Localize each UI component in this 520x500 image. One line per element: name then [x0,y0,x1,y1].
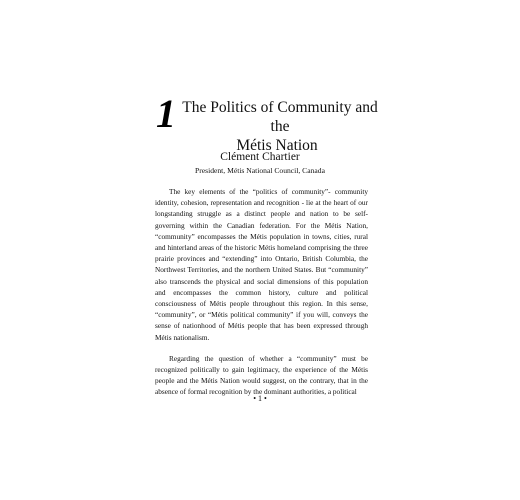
author-name: Clément Chartier [220,151,300,163]
chapter-title-line-1: The Politics of Community and the [182,99,378,135]
page-number: • 1 • [253,394,267,403]
paragraph-1: The key elements of the “politics of community”- community identity, cohesion, representation and recognition - lie at the heart of our longstanding struggle as a distinct people and nation to be self-governing within the Canadian federation. For the Métis Nation, “community” encompasses the Métis population in towns, cities, rural and hinterland areas of the historic Métis homeland comprising the three prairie provinces and “extending” into Ontario, British Columbia, the Northwest Territories, and the northern United States. But “community” also transcends the physical and social dimensions of this population and encompasses the common history, culture and political consciousness of Métis people throughout this region. In this sense, “community”, or “Métis political community” if you will, conveys the sense of nationhood of Métis people that has been expressed through Métis nationalism. [155,187,368,342]
author-affiliation: President, Métis National Council, Canada [195,166,325,175]
chapter-number: 1 [156,91,176,136]
chapter-title [150,98,382,155]
body-text [155,186,368,408]
chapter-title-line-2: Métis Nation [236,137,318,154]
paragraph-2: Regarding the question of whether a “community” must be recognized politically to gain legitimacy, the experience of the Métis people and the Métis Nation would suggest, on the contrary, that in the absence of formal recognition by the dominant authorities, a political [155,353,368,397]
